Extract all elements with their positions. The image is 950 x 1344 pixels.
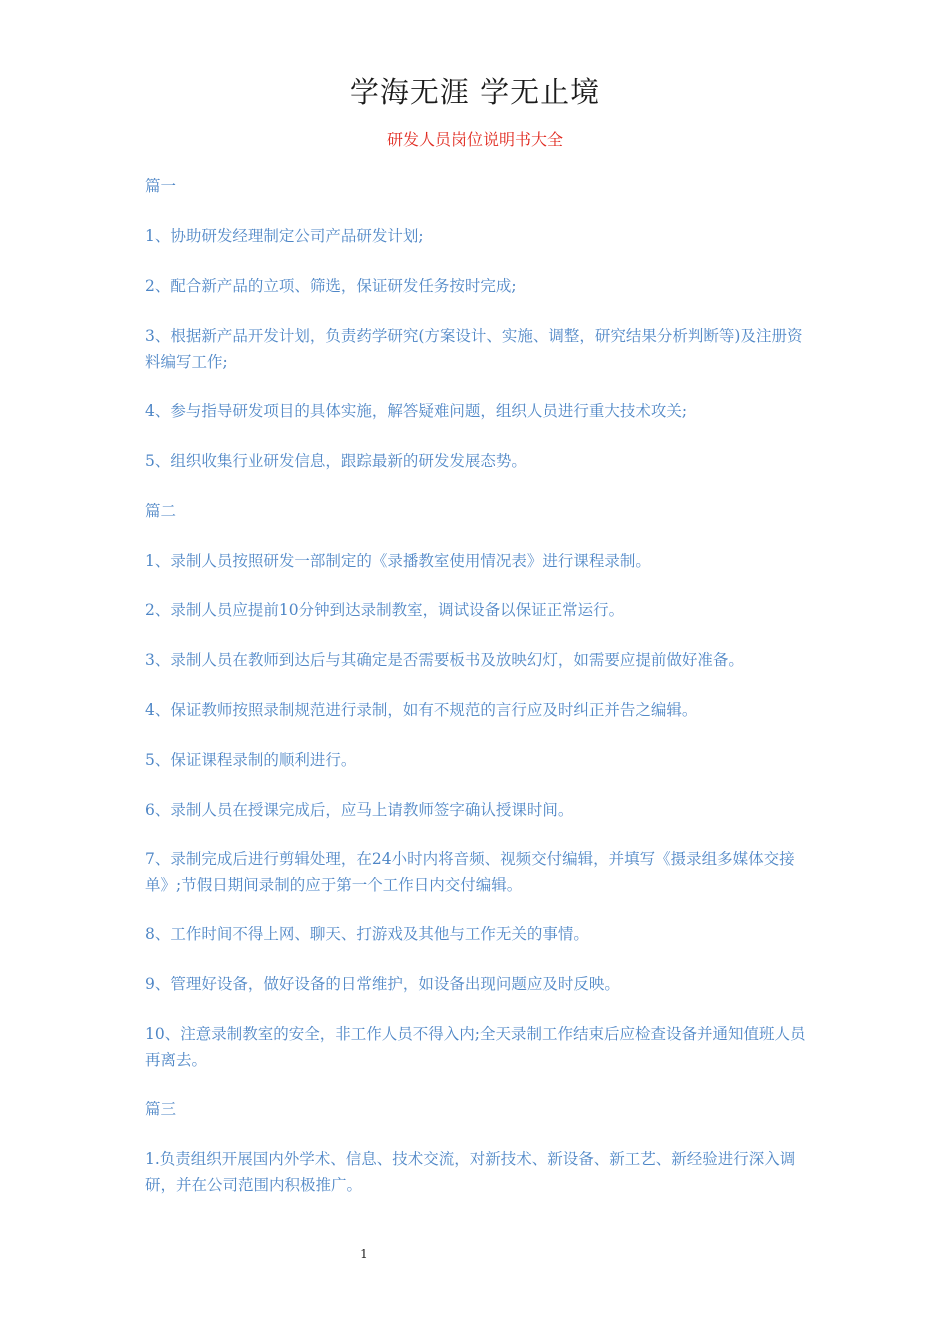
list-item: 1、协助研发经理制定公司产品研发计划; (145, 227, 424, 245)
list-item: 3、录制人员在教师到达后与其确定是否需要板书及放映幻灯，如需要应提前做好准备。 (145, 651, 744, 669)
section-heading: 篇一 (145, 177, 177, 195)
list-item: 9、管理好设备，做好设备的日常维护，如设备出现问题应及时反映。 (145, 975, 620, 993)
section-heading: 篇三 (145, 1100, 177, 1118)
list-item: 3、根据新产品开发计划，负责药学研究(方案设计、实施、调整，研究结果分析判断等)及注册资料编写工作; (145, 327, 803, 371)
list-item: 5、保证课程录制的顺利进行。 (145, 751, 357, 769)
list-item: 8、工作时间不得上网、聊天、打游戏及其他与工作无关的事情。 (145, 925, 589, 943)
list-item: 5、组织收集行业研发信息，跟踪最新的研发发展态势。 (145, 452, 527, 470)
list-item: 1、录制人员按照研发一部制定的《录播教室使用情况表》进行课程录制。 (145, 552, 651, 570)
list-item: 7、录制完成后进行剪辑处理，在24小时内将音频、视频交付编辑，并填写《摄录组多媒体交接单》;节假日期间录制的应于第一个工作日内交付编辑。 (145, 850, 795, 894)
page-number: 1 (360, 1247, 368, 1261)
list-item: 10、注意录制教室的安全，非工作人员不得入内;全天录制工作结束后应检查设备并通知值班人员再离去。 (145, 1025, 806, 1069)
section-heading: 篇二 (145, 502, 177, 520)
list-item: 2、配合新产品的立项、筛选，保证研发任务按时完成; (145, 277, 517, 295)
list-item: 1.负责组织开展国内外学术、信息、技术交流，对新技术、新设备、新工艺、新经验进行深入调研，并在公司范围内积极推广。 (145, 1150, 796, 1194)
list-item: 4、保证教师按照录制规范进行录制，如有不规范的言行应及时纠正并告之编辑。 (145, 701, 698, 719)
list-item: 4、参与指导研发项目的具体实施，解答疑难问题，组织人员进行重大技术攻关; (145, 402, 688, 420)
document-subtitle: 研发人员岗位说明书大全 (386, 130, 563, 149)
list-item: 2、录制人员应提前10分钟到达录制教室，调试设备以保证正常运行。 (145, 601, 625, 619)
list-item: 6、录制人员在授课完成后，应马上请教师签字确认授课时间。 (145, 801, 574, 819)
document-title: 学海无涯 学无止境 (349, 75, 601, 109)
